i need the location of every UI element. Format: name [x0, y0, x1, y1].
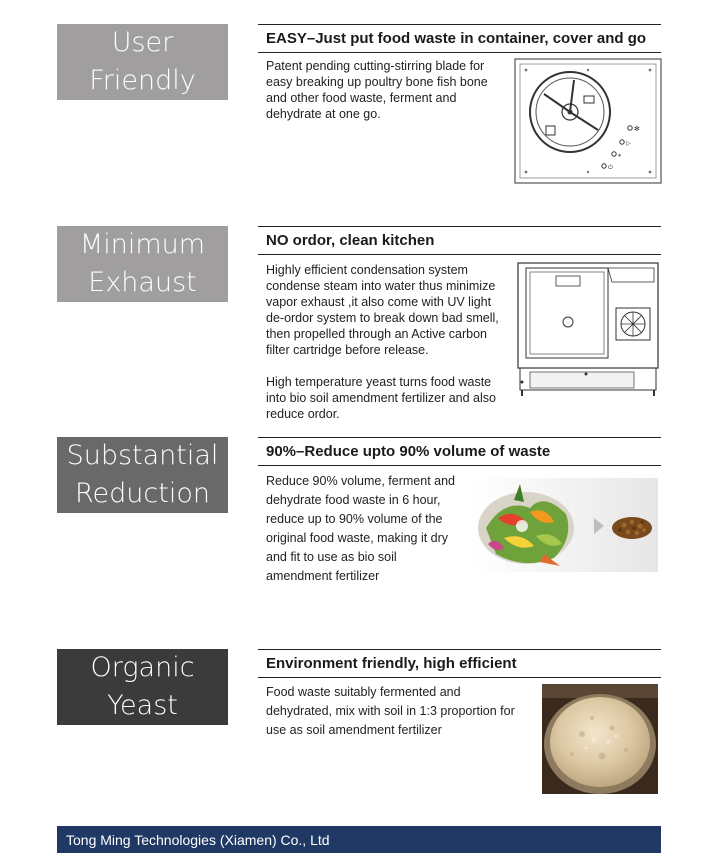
heading-easy: EASY–Just put food waste in container, cover and go: [258, 24, 661, 53]
svg-text:⏸: ⏸: [618, 152, 622, 159]
food-waste-to-soil-illustration: [474, 478, 658, 572]
svg-text:✻: ✻: [634, 125, 640, 133]
footer-company-name: Tong Ming Technologies (Xiamen) Co., Ltd: [66, 831, 330, 848]
body-reduce-volume: Reduce 90% volume, ferment and dehydrate food waste in 6 hour, reduce up to 90% volume of the original food waste, making it dry and fit to use as bio soil amendment fertilizer: [266, 474, 455, 583]
label-organic-yeast: Organic Yeast: [57, 649, 228, 725]
machine-top-view-illustration: [514, 58, 662, 184]
body-no-ordor: Highly efficient condensation system condense steam into water thus minimize vapor exhaust ,it also come with UV light de-ordor system to break down bad smell, then propelled through an Active carbon filter cartridge before release. High temperature yeast turns food waste into bio soil amendment fertilizer and also reduce ordor.: [266, 263, 499, 421]
footer-company-bar: [57, 826, 661, 853]
fertilizer-bowl-photo: [542, 684, 658, 794]
body-environment-friendly: Food waste suitably fermented and dehydrated, mix with soil in 1:3 proportion for use as soil amendment fertilizer: [266, 685, 515, 737]
heading-reduce-volume: 90%–Reduce upto 90% volume of waste: [258, 437, 661, 466]
svg-text:▷: ▷: [626, 140, 631, 147]
label-substantial-reduction: Substantial Reduction: [57, 437, 228, 513]
label-user-friendly: User Friendly: [57, 24, 228, 100]
svg-text:⏻: ⏻: [608, 164, 613, 171]
heading-no-ordor: NO ordor, clean kitchen: [258, 226, 661, 255]
label-minimum-exhaust: Minimum Exhaust: [57, 226, 228, 302]
heading-environment-friendly: Environment friendly, high efficient: [258, 649, 661, 678]
body-easy: Patent pending cutting-stirring blade for easy breaking up poultry bone fish bone and other food waste, ferment and dehydrate at one go.: [266, 59, 488, 121]
machine-cross-section-illustration: [516, 262, 660, 396]
